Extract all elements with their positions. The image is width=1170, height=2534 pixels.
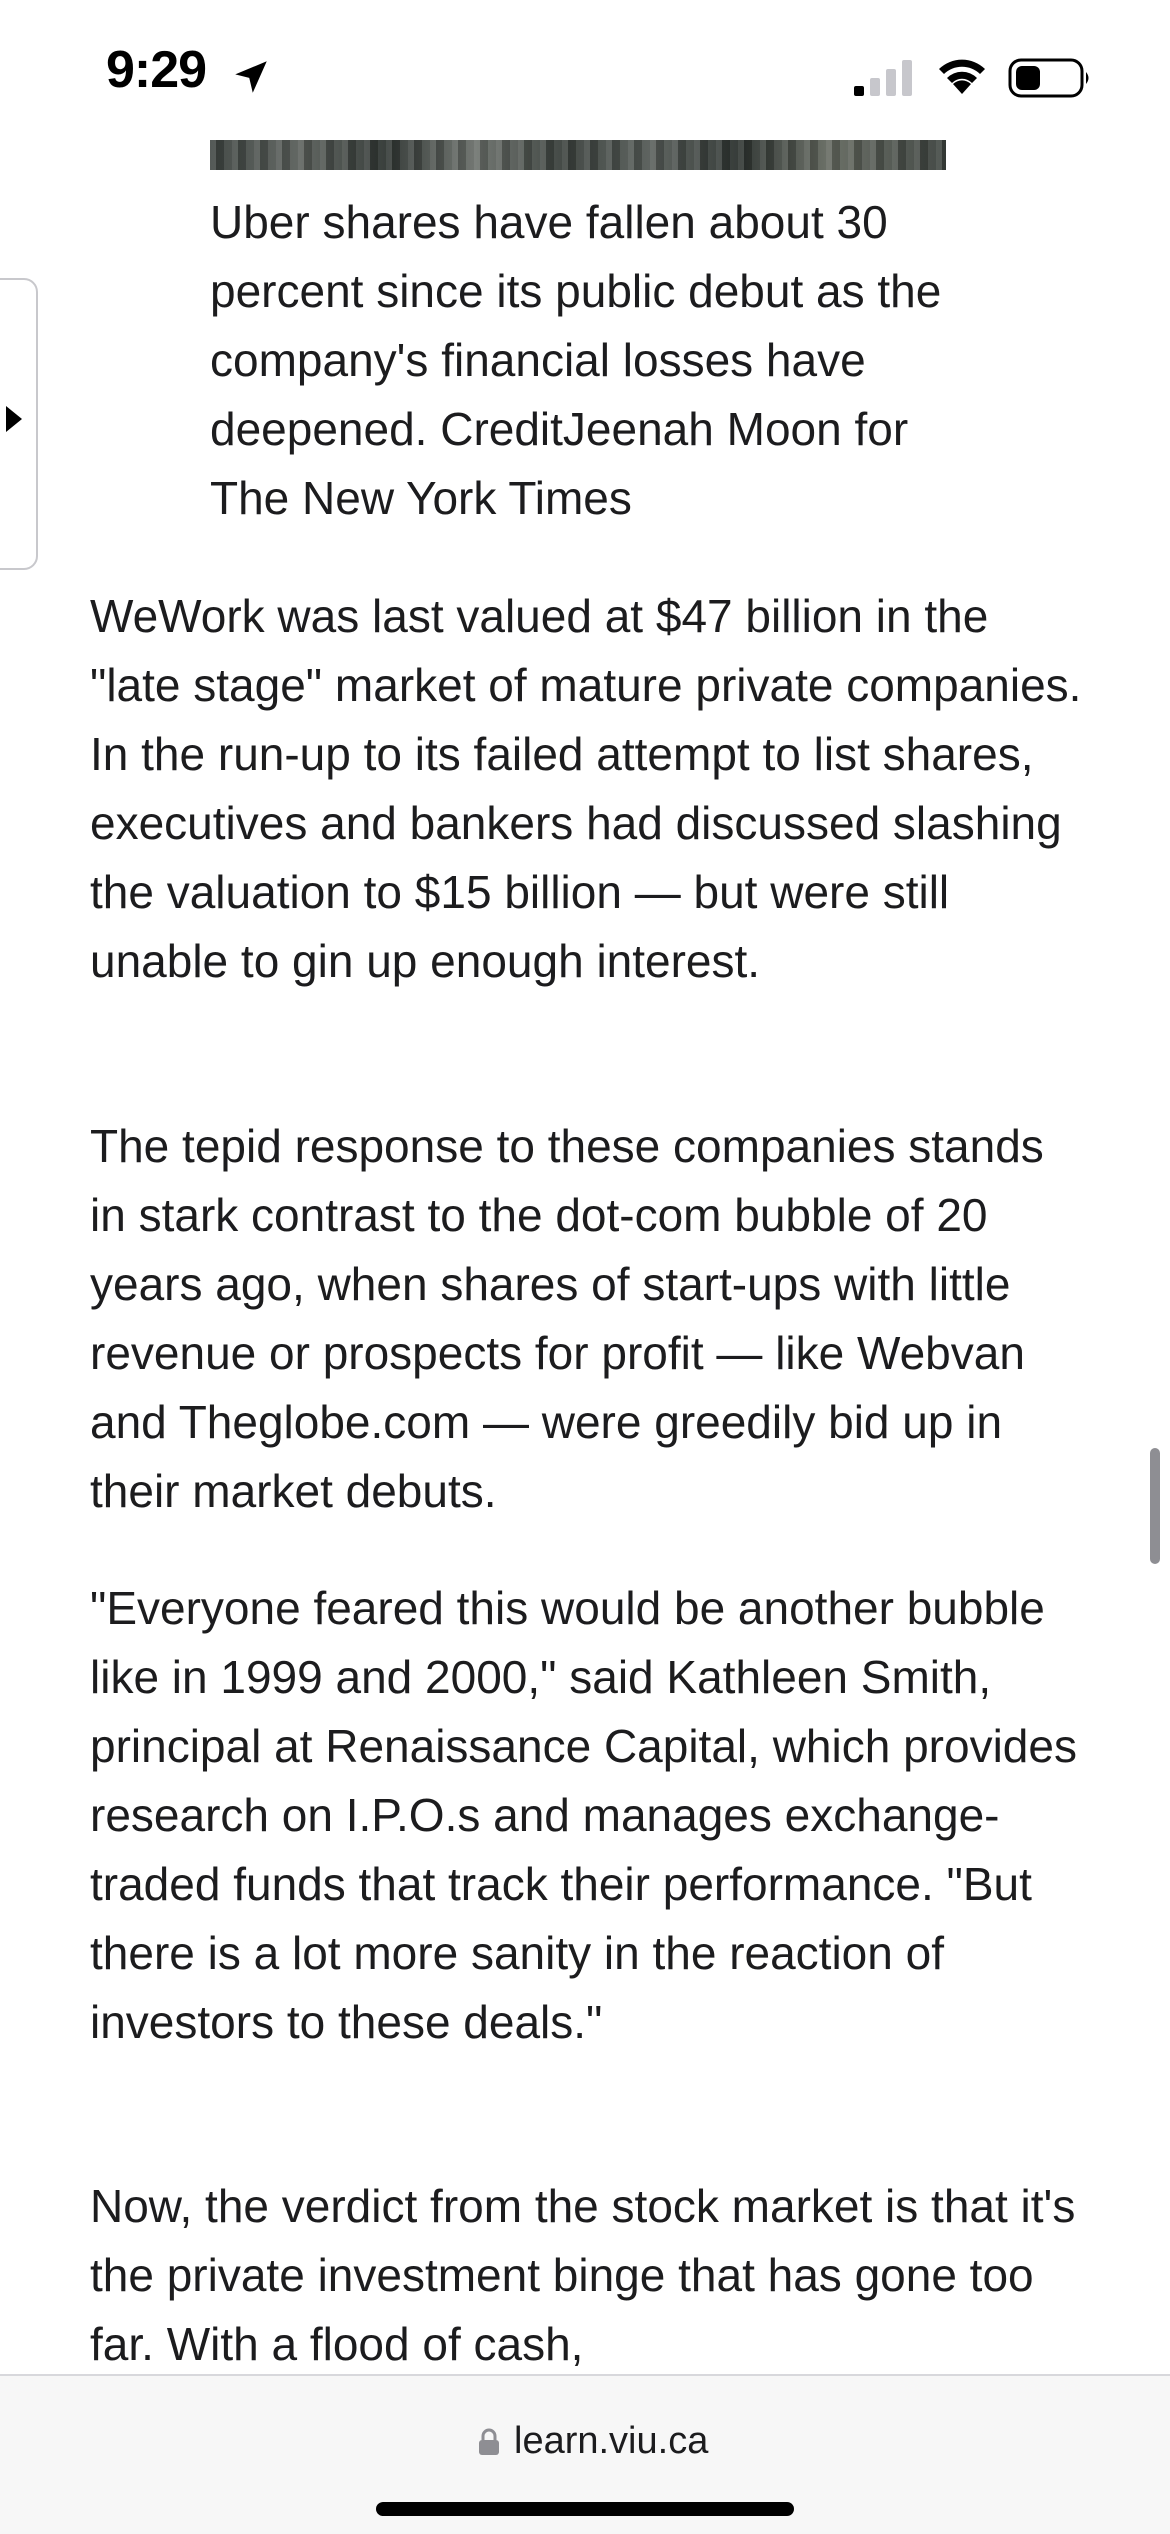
- article-paragraph: "Everyone feared this would be another bubble like in 1999 and 2000," said Kathleen Smith, principal at Renaissance Capital, which provides research on I.P.O.s and manages exchange-traded funds that track their performance. "But there is a lot more sanity in the reaction of investors to these deals.": [90, 1582, 1077, 2048]
- article-photo: [210, 140, 946, 170]
- article-paragraph: WeWork was last valued at $47 billion in the "late stage" market of mature private companies. In the run-up to its failed attempt to list shares, executives and bankers had discussed slashing the valuation to $15 billion — but were still unable to gin up enough interest.: [90, 590, 1082, 987]
- battery-icon: [1008, 56, 1092, 100]
- lock-icon: [478, 2428, 500, 2456]
- scroll-indicator[interactable]: [1150, 1448, 1160, 1564]
- status-time: 9:29: [106, 41, 207, 99]
- image-caption: Uber shares have fallen about 30 percent since its public debut as the company's financial losses have deepened. CreditJeenah Moon for The New York Times: [210, 196, 942, 524]
- article-paragraph: Now, the verdict from the stock market is that it's the private investment binge that has gone too far. With a flood of cash,: [90, 2180, 1076, 2370]
- caret-right-icon[interactable]: [4, 404, 24, 434]
- cellular-signal-icon: [852, 58, 914, 96]
- url-text[interactable]: learn.viu.ca: [514, 2420, 709, 2462]
- article-paragraph: The tepid response to these companies stands in stark contrast to the dot-com bubble of 20 years ago, when shares of start-ups with little revenue or prospects for profit — like Webvan and Theglobe.com — were greedily bid up in their market debuts.: [90, 1120, 1044, 1517]
- browser-address-bar[interactable]: [0, 2374, 1170, 2534]
- status-bar: [0, 0, 1170, 140]
- location-arrow-icon: [230, 56, 272, 98]
- home-indicator: [376, 2502, 794, 2516]
- wifi-icon: [936, 54, 988, 96]
